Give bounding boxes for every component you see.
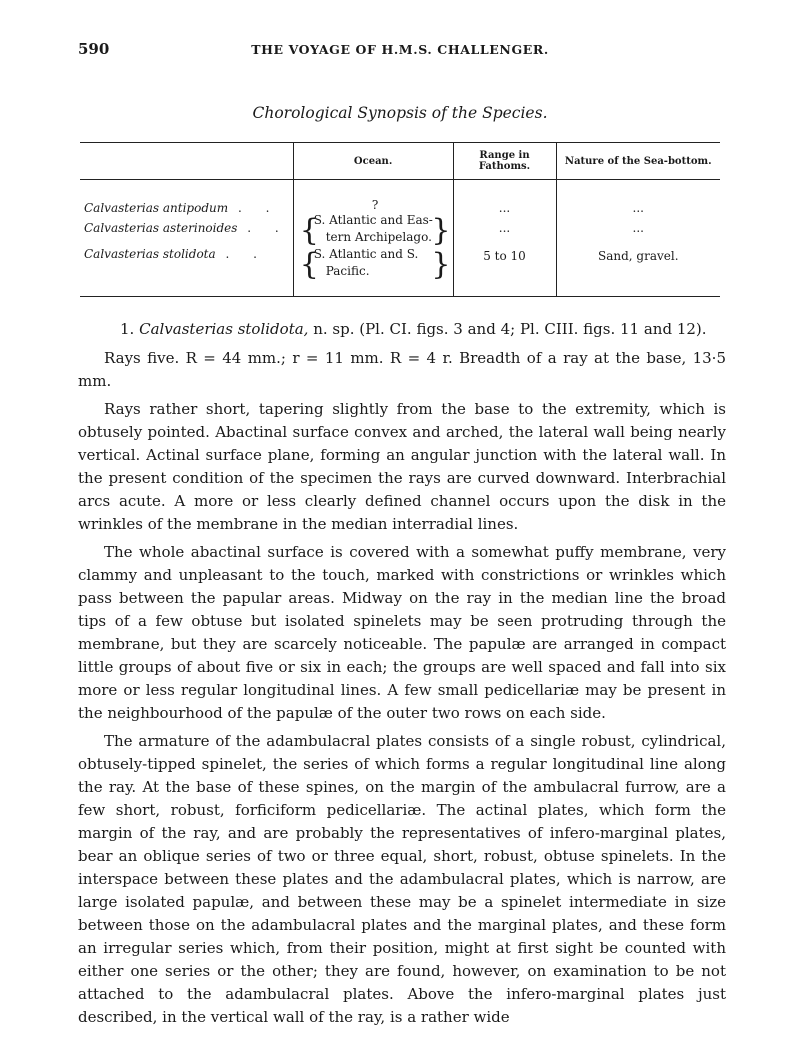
paragraph-measurements: Rays five. R = 44 mm.; r = 11 mm. R = 4 r. Breadth of a ray at the base, 13·5 mm. <box>78 349 726 390</box>
ocean-value: Pacific. <box>325 264 370 278</box>
species-name: Calvasterias stolidota <box>84 247 216 261</box>
sea-bottom-value: ... <box>632 221 644 235</box>
species-entry <box>84 198 289 218</box>
paragraph-rays: Rays rather short, tapering slightly from the base to the extremity, which is obtusely pointed. Abactinal surface convex and arched, the lateral wall being nearly vertical. Actinal surface plane, forming an angular junction with the lateral wall. In the present condition of the specimen the rays are curved downward. Interbrachial arcs acute. A more or less clearly defined channel occurs upon the disk in the wrinkles of the membrane in the median interradial lines. <box>78 400 726 533</box>
column-header-range: Range in Fathoms. <box>453 143 556 180</box>
page-header <box>78 40 722 64</box>
sea-bottom-value: Sand, gravel. <box>597 249 679 263</box>
running-title: THE VOYAGE OF H.M.S. CHALLENGER. <box>251 42 549 57</box>
leader-dots: . . <box>225 247 267 261</box>
sea-bottom-value: ... <box>632 201 644 215</box>
table-header-row <box>80 143 720 180</box>
species-entry <box>84 218 289 238</box>
paragraph-armature: The armature of the adambulacral plates consists of a single robust, cylindrical, obtusely-tipped spinelet, the series of which forms a regular longitudinal line along the ray. At the base of these spines, on the margin of the ambulacral furrow, are a few short, robust, forficiform pedicellariæ. The actinal plates, which form the margin of the ray, and are probably the representatives of infero-marginal plates, bear an oblique series of two or three equal, short, robust, obtuse spinelets. In the interspace between these plates and the adambulacral plates, which is narrow, are large isolated papulæ, and between these may be a spinelet intermediate in size between those on the adambulacral plates and the marginal plates, and these form an irregular series which, from their position, might at first sight be counted with either one series or the other; they are found, however, on examination to be not attached to the adambulacral plates. Above the infero-marginal plates just described, in the vertical wall of the ray, is a rather wide <box>78 732 726 1026</box>
column-header-ocean: Ocean. <box>293 143 453 180</box>
range-value: 5 to 10 <box>483 249 526 263</box>
species-entry <box>84 244 289 264</box>
species-heading-name: Calvasterias stolidota, <box>139 320 309 338</box>
ocean-column <box>293 180 453 297</box>
ocean-value: tern Archipelago. <box>325 230 432 244</box>
ocean-value: { S. Atlantic and S. <box>313 247 419 261</box>
paragraph-abactinal-surface: The whole abactinal surface is covered with a somewhat puffy membrane, very clammy and unpleasant to the touch, marked with constrictions or wrinkles which pass between the papular areas. Midway on the ray in the median line the broad tips of a few obtuse but isolated spinelets may be seen protruding through the membrane, but they are scarcely noticeable. The papulæ are arranged in compact little groups of about five or six in each; the groups are well spaced and fall into six more or less regular longitudinal lines. A few small pedicellariæ may be present in the neighbourhood of the papulæ of the outer two rows on each side. <box>78 543 726 722</box>
leader-dots: . . <box>247 221 289 235</box>
sea-bottom-column <box>556 180 720 297</box>
ocean-value: ? <box>371 198 379 212</box>
ocean-value: { S. Atlantic and Eas- <box>313 213 433 227</box>
synopsis-title: Chorological Synopsis of the Species. <box>252 104 548 122</box>
species-column <box>80 180 293 297</box>
species-name: Calvasterias antipodum <box>84 201 229 215</box>
species-heading-reference: n. sp. (Pl. CI. figs. 3 and 4; Pl. CIII. figs. 11 and 12). <box>308 320 707 338</box>
species-number: 1. <box>120 320 135 338</box>
ocean-brace-group <box>304 246 447 280</box>
range-value: ... <box>498 221 511 235</box>
range-value: ... <box>498 201 511 215</box>
body-text <box>78 318 726 1034</box>
range-column <box>453 180 556 297</box>
species-heading <box>78 318 726 341</box>
column-header-sea-bottom: Nature of the Sea-bottom. <box>556 143 720 180</box>
species-name: Calvasterias asterinoides <box>84 221 238 235</box>
ocean-brace-group <box>304 212 447 246</box>
leader-dots: . . <box>237 201 280 215</box>
page-number: 590 <box>78 40 110 58</box>
synopsis-table <box>80 142 720 297</box>
table-row <box>80 180 720 297</box>
column-header-species <box>80 143 293 180</box>
